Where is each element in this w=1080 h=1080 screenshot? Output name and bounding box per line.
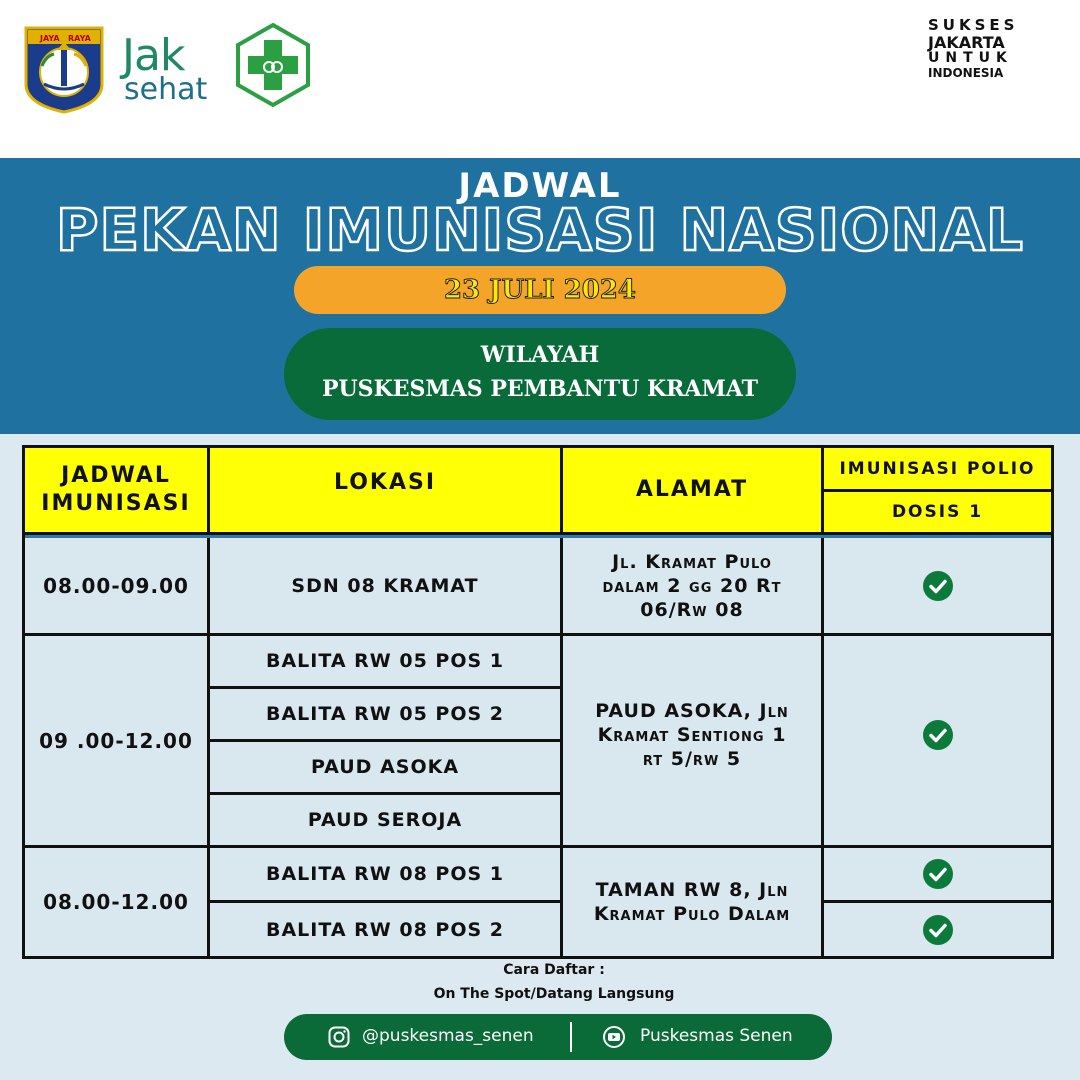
register-label: Cara Daftar : <box>503 962 605 978</box>
table-divider <box>210 739 560 742</box>
register-method: On The Spot/Datang Langsung <box>433 986 675 1002</box>
social-divider <box>570 1022 572 1052</box>
polio-cell <box>824 903 1051 956</box>
page-title: PEKAN IMUNISASI NASIONAL <box>56 196 1024 264</box>
region-name: PUSKESMAS PEMBANTU KRAMAT <box>321 376 759 402</box>
header-schedule <box>25 448 207 532</box>
address-cell <box>563 538 821 633</box>
slogan-line-3: UNTUK <box>928 50 1013 66</box>
address-line: 06/Rw 08 <box>640 598 744 621</box>
crest-motto-left: JAYA <box>40 34 60 43</box>
address-line: rt 5/rw 5 <box>642 747 742 770</box>
check-circle-icon <box>922 570 954 602</box>
location-cell: BALITA RW 05 POS 2 <box>265 703 505 725</box>
table-divider <box>25 535 1051 538</box>
jaksehat-logo-top: Jak <box>122 30 185 81</box>
address-line: PAUD ASOKA, Jln <box>595 699 789 722</box>
check-circle-icon <box>922 858 954 890</box>
location-cell: PAUD ASOKA <box>310 756 460 778</box>
time-cell: 08.00-12.00 <box>43 890 189 914</box>
location-cell: BALITA RW 08 POS 2 <box>265 918 505 941</box>
region-label: WILAYAH <box>480 342 600 368</box>
location-cell: BALITA RW 05 POS 1 <box>265 650 505 672</box>
slogan-line-1: SUKSES <box>928 16 1019 34</box>
slogan <box>928 16 1038 80</box>
slogan-line-4: INDONESIA <box>928 66 1004 80</box>
table-divider <box>210 792 560 795</box>
time-cell: 08.00-09.00 <box>43 573 189 598</box>
time-cell: 09 .00-12.00 <box>39 728 193 753</box>
youtube-channel-link[interactable]: Puskesmas Senen <box>640 1026 793 1046</box>
check-circle-icon <box>922 719 954 751</box>
address-cell <box>563 848 821 956</box>
table-divider <box>207 448 210 956</box>
jakarta-crest-logo <box>24 26 104 114</box>
header-location: LOKASI <box>210 448 560 532</box>
instagram-icon <box>328 1026 350 1048</box>
address-line: Jl. Kramat Pulo <box>612 550 772 573</box>
health-cross-icon <box>234 22 312 108</box>
crest-motto-right: RAYA <box>68 34 91 43</box>
polio-cell <box>824 538 1051 633</box>
address-line: Kramat Sentiong 1 <box>597 723 787 746</box>
jaksehat-logo-bottom: sehat <box>124 72 208 107</box>
table-divider <box>821 448 824 956</box>
header-schedule-line-2: IMUNISASI <box>41 491 191 516</box>
check-circle-icon <box>922 914 954 946</box>
polio-cell <box>824 848 1051 900</box>
title-small: JADWAL <box>458 166 622 206</box>
header-dose: DOSIS 1 <box>824 492 1051 532</box>
table-divider <box>560 448 563 956</box>
address-cell <box>563 636 821 845</box>
jaksehat-logo <box>122 30 232 114</box>
schedule-table <box>22 445 1054 959</box>
table-divider <box>210 686 560 689</box>
table-divider <box>824 489 1051 492</box>
location-cell: BALITA RW 08 POS 1 <box>265 863 505 885</box>
address-line: dalam 2 gg 20 Rt <box>602 574 782 597</box>
location-cell: SDN 08 KRAMAT <box>291 574 479 597</box>
address-line: TAMAN RW 8, Jln <box>595 879 789 901</box>
table-divider <box>210 900 560 903</box>
region-badge <box>284 328 796 420</box>
table-divider <box>824 900 1051 903</box>
header-address: ALAMAT <box>563 448 821 532</box>
instagram-handle-link[interactable]: @puskesmas_senen <box>362 1026 534 1046</box>
header-schedule-line-1: JADWAL <box>61 463 171 488</box>
location-cell: PAUD SEROJA <box>307 809 463 831</box>
address-line: Kramat Pulo Dalam <box>593 903 791 925</box>
social-bar <box>284 1014 832 1060</box>
header-polio: IMUNISASI POLIO <box>824 448 1051 489</box>
date-badge: 23 JULI 2024 <box>294 266 786 314</box>
polio-cell <box>824 636 1051 845</box>
youtube-icon <box>602 1026 626 1048</box>
table-divider <box>25 633 1051 636</box>
table-divider <box>25 845 1051 848</box>
slogan-line-2: JAKARTA <box>928 33 1005 52</box>
